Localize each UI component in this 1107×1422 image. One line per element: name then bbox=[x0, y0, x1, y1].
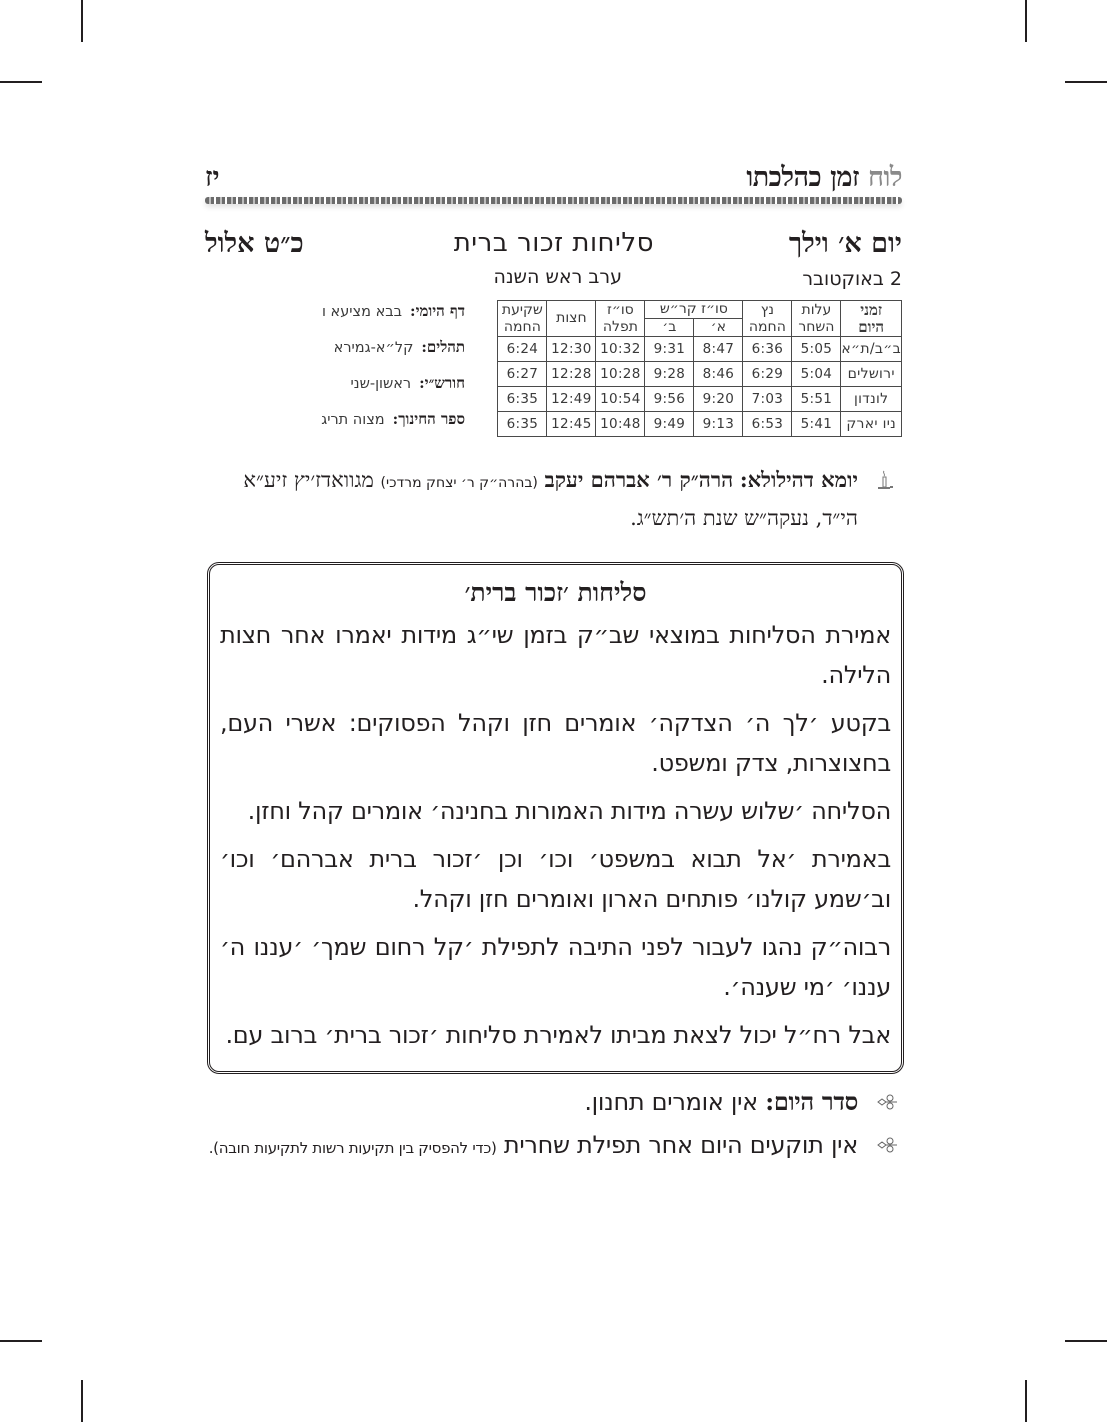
hebrew-date: כ״ט אלול bbox=[205, 228, 304, 259]
day-subheader bbox=[205, 266, 902, 292]
box-paragraph: בקטע ׳לך ה׳ הצדקה׳ אומרים חזן וקהל הפסוקים: אשרי העם, בחצוצרות, צדק ומשפט. bbox=[220, 709, 891, 777]
day-name: יום א׳ וילך bbox=[788, 228, 902, 259]
box-paragraph: באמירת ׳אל תבוא במשפט׳ וכו׳ וכן ׳זכור ברית אברהם׳ וכו׳ וב׳שמע קולנו׳ פותחים הארון ואומרים חזן וקהל. bbox=[220, 845, 891, 913]
table-row: ירושלים 5:04 6:29 8:46 9:28 10:28 12:28 6:27 bbox=[498, 362, 902, 387]
list-item bbox=[205, 1125, 902, 1168]
header-shema-b: ב׳ bbox=[645, 319, 694, 337]
gregorian-date: 2 באוקטובר bbox=[802, 268, 902, 290]
title-main: זמן כהלכתו bbox=[746, 162, 860, 193]
header-tefila: סו״ז תפלה bbox=[596, 301, 645, 337]
bullet-text: אין אומרים תחנון. bbox=[584, 1088, 758, 1116]
crop-mark bbox=[0, 1340, 42, 1342]
eve-label: ערב ראש השנה bbox=[493, 266, 622, 288]
crop-mark bbox=[0, 81, 42, 83]
table-row: לונדון 5:51 7:03 9:20 9:56 10:54 12:49 6:35 bbox=[498, 387, 902, 412]
bullet-lead: סדר היום: bbox=[765, 1087, 858, 1116]
box-paragraph: אמירת הסליחות במוצאי שב״ק בזמן שי״ג מידות יאמרו אחר חצות הלילה. bbox=[220, 621, 891, 689]
zmanim-table bbox=[497, 300, 902, 437]
header-shema: סו״ז קר״ש bbox=[645, 301, 743, 319]
candle-icon bbox=[876, 470, 894, 492]
header-chatzot: חצות bbox=[547, 301, 596, 337]
header-netz: נץ החמה bbox=[743, 301, 792, 337]
box-paragraph: רבוה״ק נהגו לעבור לפני התיבה לתפילת ׳קל רחום שמך׳ ׳עננו ה׳ עננו׳ ׳מי שענה׳. bbox=[220, 933, 891, 1001]
header-zmanim: זמני היום bbox=[841, 301, 902, 337]
yahrzeit-continuation: מגוואדז׳יץ זיע״א הי״ד, נעקה״ש שנת ה׳תש״ג. bbox=[243, 468, 858, 530]
running-header-title bbox=[746, 162, 902, 193]
ornamental-rule bbox=[205, 197, 902, 204]
daily-study-info bbox=[275, 302, 465, 446]
running-header bbox=[205, 160, 902, 198]
bullet-text: אין תוקעים היום אחר תפילת שחרית bbox=[503, 1131, 858, 1159]
crop-mark bbox=[1065, 81, 1107, 83]
header-shema-a: א׳ bbox=[694, 319, 743, 337]
crop-mark bbox=[81, 1380, 83, 1422]
crop-mark bbox=[1065, 1340, 1107, 1342]
tehillim: תהלים:קל״א-גמירא bbox=[333, 338, 465, 356]
day-header bbox=[205, 228, 902, 266]
yahrzeit-name: הרה״ק ר׳ אברהם יעקב bbox=[544, 467, 734, 492]
crop-mark bbox=[81, 0, 83, 42]
header-shkia: שקיעת החמה bbox=[498, 301, 547, 337]
sefer-hachinuch: ספר החינוך:מצוה תריג bbox=[321, 410, 465, 428]
flourish-icon bbox=[876, 1137, 898, 1153]
chumash-rashi: חורש״י:ראשון-שני bbox=[350, 374, 465, 392]
bullet-list bbox=[205, 1082, 902, 1168]
crop-mark bbox=[1025, 0, 1027, 42]
selichot-box bbox=[207, 562, 904, 1074]
table-row: ניו יארק 5:41 6:53 9:13 9:49 10:48 12:45 6:35 bbox=[498, 412, 902, 437]
yahrzeit-label: יומא דהילולא: bbox=[739, 467, 858, 492]
day-title: סליחות זכור ברית bbox=[453, 228, 654, 258]
list-item bbox=[205, 1082, 902, 1122]
header-alot: עלות השחר bbox=[792, 301, 841, 337]
table-row: ב״ב/ת״א 5:05 6:36 8:47 9:31 10:32 12:30 6:24 bbox=[498, 337, 902, 362]
crop-mark bbox=[1025, 1380, 1027, 1422]
flourish-icon bbox=[876, 1094, 898, 1110]
daf-yomi: דף היומי:בבא מציעא ו bbox=[321, 302, 465, 320]
yahrzeit-parenthetical: (בהרה״ק ר׳ יצחק מרדכי) bbox=[380, 475, 538, 491]
page-number: יז bbox=[205, 162, 220, 193]
page bbox=[205, 160, 902, 1171]
box-paragraph: הסליחה ׳שלוש עשרה מידות האמורות בחנינה׳ אומרים קהל וחזן. bbox=[247, 797, 891, 825]
bullet-parenthetical: (כדי להפסיק בין תקיעות רשות לתקיעות חובה). bbox=[208, 1139, 497, 1157]
box-paragraph: אבל רח״ל יכול לצאת מביתו לאמירת סליחות ׳זכור ברית׳ ברוב עם. bbox=[225, 1021, 891, 1049]
box-title: סליחות ׳זכור ברית׳ bbox=[464, 578, 647, 607]
yahrzeit-note bbox=[205, 462, 902, 536]
info-block bbox=[205, 300, 902, 450]
title-accent: לוח bbox=[867, 162, 902, 193]
